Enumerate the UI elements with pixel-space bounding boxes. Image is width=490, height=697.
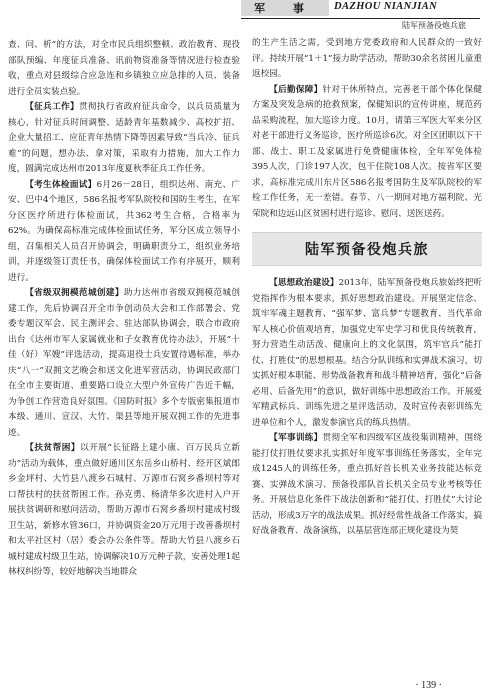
paragraph-text: 查、问、析”的方法，对全市民兵组织整顿、政治教育、现役部队预编、年度征兵准备、讯前物资准备等情况进行检查验收，重点对县级综合应急连和乡镇独立应急排的人员、装备进行全员实装点验。: [8, 40, 240, 97]
left-column: [8, 38, 240, 581]
page-number: · 139 ·: [415, 680, 442, 691]
paragraph-text: 的生产生活之需，受到地方党委政府和人民群众的一致好评。持续开展“1＋1”接力助学活动，帮助30余名贫困儿童重返校园。: [252, 38, 482, 79]
paragraph-heading: 【考生体检面试】: [25, 179, 97, 190]
paragraph: [252, 276, 482, 431]
paragraph: [252, 36, 482, 83]
header-journal-title: DAZHOU NIANJIAN: [334, 1, 438, 12]
paragraph-heading: 【后勤保障】: [269, 84, 323, 95]
paragraph-heading: 【省级双拥模范城创建】: [25, 288, 124, 298]
paragraph: [8, 100, 240, 178]
paragraph-heading: 【扶贫帮困】: [25, 443, 81, 453]
section-title: 陆军预备役炮兵旅: [252, 232, 482, 266]
paragraph-heading: 【征兵工作】: [25, 102, 79, 112]
right-column: [252, 36, 482, 540]
paragraph-heading: 【军事训练】: [269, 433, 323, 443]
header-section-label: 军 事: [241, 0, 329, 16]
paragraph-text: 贯彻执行省政府征兵命令，以兵员质量为核心，针对征兵时间调整、适龄青年基数减少、高校扩招、企业大量招工、应征青年热情下降等因素导致“当兵冷、征兵难”的问题，想办法、拿对策，采取有力措施，加大工作力度，圆满完成达州市2013年度夏秋季征兵工作任务。: [8, 102, 240, 174]
header-rule: [241, 18, 480, 19]
paragraph: [252, 431, 482, 540]
paragraph: [8, 286, 240, 441]
paragraph: [252, 83, 482, 223]
paragraph-text: 针对干休所特点，完善老干部个体化保健方案及突发急病的抢救预案，保健知识的宣传讲座，规范药品采购流程，加大巡诊力度。10月，请第三军医大军来分区对老干部进行义务巡诊，医疗所巡诊6次。对全区团职以下干部、战士、职工及家属进行免费健康体检，全年军免体检395人次，门诊197人次，包干住院108人次。按省军区要求，高标准完成川东片区586名报考国防生及军队院校的军检工作任务，无一差错。春节、八一期间对地方福利院、光荣院和边远山区贫困村进行巡诊、慰问、送医送药。: [252, 84, 482, 219]
paragraph: [8, 38, 240, 100]
paragraph-text: 助力达州市省级双拥模范城创建工作，先后协调召开全市争创动员大会和工作部署会、党委专题汉军会、民主测评会、驻达部队协调会，联合市政府出台《达州市军人家属就业和子女教育优待办法》，开展“十佳（好）军嫂”评选活动，提高退役士兵安置待遇标准，举办庆“八一”双拥文艺晚会和送文化进军营活动，协调民政部门在全市主要街道、重要路口设立大型户外宣传广告近千幅，为争创工作营造良好氛围。《国防时报》多个专版密集报道市本级、通川、宣汉、大竹、渠县等地开展双拥工作的先进事迹。: [8, 288, 240, 438]
paragraph-text: 2013年，陆军预备役炮兵旅始终把听党指挥作为根本要求，抓好思想政治建设。开展坚定信念、筑牢军魂主题教育、“强军梦、富兵梦”专题教育、当代革命军人核心价值观培育，加强党史军史学习和优良传统教育，努力营造生动活泼、健康向上的文化氛围，筑牢官兵“能打仗、打胜仗”的思想根基。结合分队训练和实弹战术演习，切实抓好根本职能、形势战备教育和战斗精神培育，强化“后备必用、后备先用”的意识，做好训练中思想政治工作。开展爱军精武标兵、训练先进之星评选活动，及时宣传表彰训练先进单位和个人，激发参演官兵的练兵热情。: [252, 278, 482, 428]
header-subtitle: 陆军预备役炮兵旅: [402, 21, 466, 30]
paragraph: [8, 178, 240, 287]
paragraph-heading: 【思想政治建设】: [269, 278, 339, 288]
paragraph-text: 以开展“长征路上建小康、百万民兵立新功”活动为载体，重点做好通川区东岳乡山桥村、经开区斌郎乡金坪村、大竹县八渡乡石城村、万源市石窝乡番坝村等对口帮扶村的扶贫帮困工作。孙克勇、杨清华多次进村入户开展扶贫调研和慰问活动，帮助万源市石窝乡番坝村建成村级卫生站，新修水管36口，并协调资金20万元用于改善番坝村和太平社区村（居）委会办公条件等。帮助大竹县八渡乡石城村建成村级卫生站，协调解决10万元种子款，安善处理1起林权纠纷等，较好地解决当地群众: [8, 443, 240, 577]
paragraph-text: 贯彻全军和四级军区战役集训精神，围绕能打仗打胜仗要求扎实抓好年度军事训练任务落实，全年完成1245人的训练任务，重点抓好首长机关业务技能达标竞赛、实弹战术演习、预备役部队首长机关全员专业考核等任务。开展信息化条件下战法创新和“能打仗、打胜仗”大讨论活动，形成3万字的战法成果。抓好经常性战备工作落实，搞好战备教育、战备演练，以基层营连部正规化建设为契: [252, 433, 482, 536]
paragraph: [8, 441, 240, 581]
paragraph-text: 6月26－28日，组织达州、南充、广安、巴中4个地区，586名报考军队院校和国防生考生，在军分区医疗所进行体检面试，共362考生合格，合格率为62%。为确保高标准完成体检面试任务，军分区成立领导小组，召集相关人员召开协调会，明确职责分工，组织业务培训，并逐级签订责任书，确保体检面试工作有序展开，顺利进行。: [8, 179, 240, 283]
